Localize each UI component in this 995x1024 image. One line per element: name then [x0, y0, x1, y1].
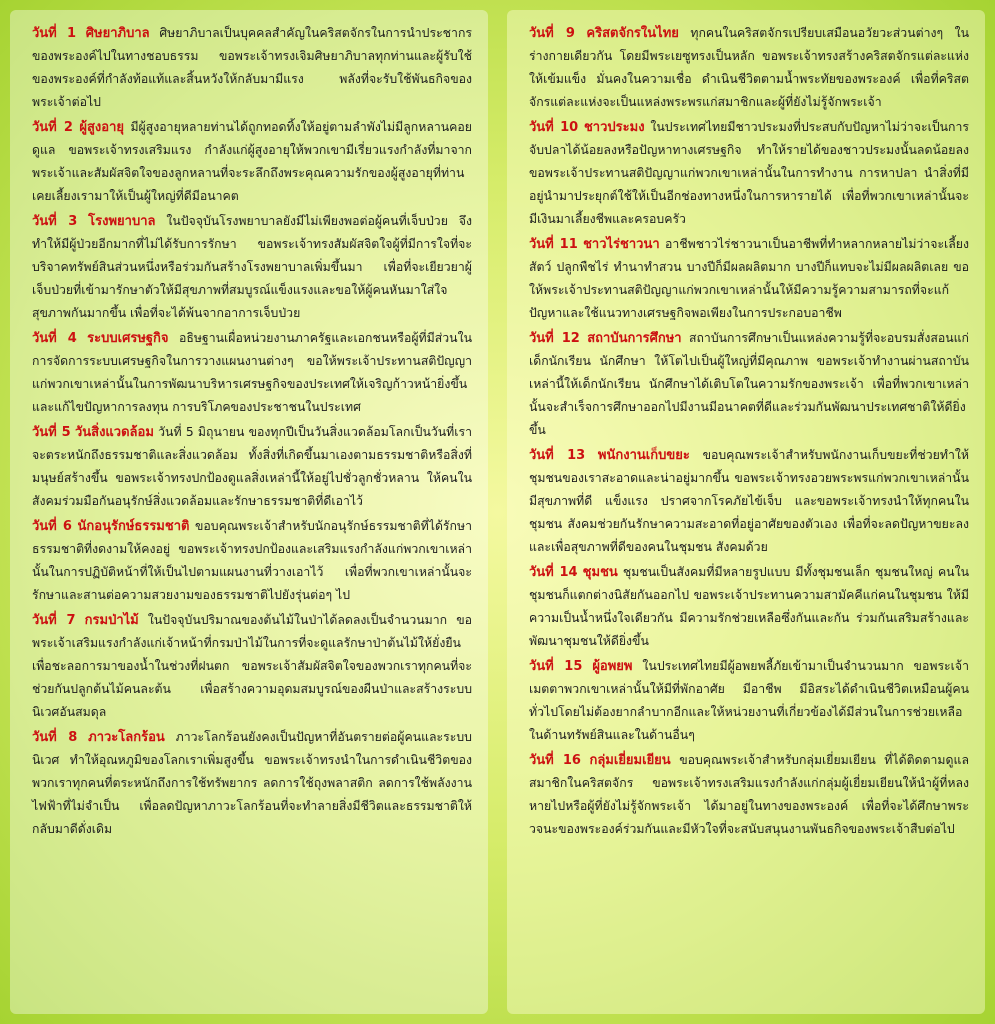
prayer-entry	[32, 22, 472, 114]
left-column	[10, 10, 488, 1014]
prayer-entry	[32, 609, 472, 724]
prayer-entry	[32, 421, 472, 513]
entry-text: วันที่ 5 มิถุนายน ของทุกปีเป็นวันสิ่งแวดล้อมโลกเป็นวันที่เราจะตระหนักถึงธรรมชาติและสิ่งแวดล้อม ทั้งสิ่งที่เกิดขึ้นมาเองตามธรรมชาติหรือสิ่งที่มนุษย์สร้างขึ้น ขอพระเจ้าทรงปกป้องดูแลสิ่งเหล่านี้ให้อยู่ไปชั่วลูกชั่วหลาน ให้คนในสังคมร่วมมือกันอนุรักษ์สิ่งแวดล้อมและรักษาธรรมชาติที่ดีเอาไว้	[32, 425, 472, 508]
prayer-entry	[32, 726, 472, 841]
entry-text: ทุกคนในคริสตจักรเปรียบเสมือนอวัยวะส่วนต่างๆ ในร่างกายเดียวกัน โดยมีพระเยซูทรงเป็นหลัก ขอพระเจ้าทรงสร้างคริสตจักรแต่ละแห่งให้เข้มแข็ง มั่นคงในความเชื่อ ดำเนินชีวิตตามน้ำพระทัยของพระองค์ เพื่อที่คริสตจักรแต่ละแห่งจะเป็นแหล่งพระพรแก่สมาชิกและผู้ที่ยังไม่รู้จักพระเจ้า	[529, 26, 969, 109]
prayer-entry	[529, 561, 969, 653]
entry-day: วันที่ 2	[32, 120, 73, 135]
entry-topic: สถาบันการศึกษา	[587, 331, 682, 346]
entry-day: วันที่ 11	[529, 237, 578, 252]
prayer-entry	[529, 749, 969, 841]
entry-topic: พนักงานเก็บขยะ	[597, 448, 690, 463]
entry-text: ในประเทศไทยมีผู้อพยพลี้ภัยเข้ามาเป็นจำนวนมาก ขอพระเจ้าเมตตาพวกเขาเหล่านั้นให้มีที่พักอาศัย มีอาชีพ มีอิสระได้ดำเนินชีวิตเหมือนผู้คนทั่วไปโดยไม่ต้องยากลำบากอีกและให้หน่วยงานที่เกี่ยวข้องได้มีส่วนในการช่วยเหลือในด้านทรัพย์สินและในด้านอื่นๆ	[529, 659, 969, 742]
entry-text: ชุมชนเป็นสังคมที่มีหลายรูปแบบ มีทั้งชุมชนเล็ก ชุมชนใหญ่ คนในชุมชนก็แตกต่างนิสัยกันออกไป ขอพระเจ้าประทานความสามัคคีแก่คนในชุมชน ให้มีความเป็นน้ำหนึ่งใจเดียวกัน มีความรักช่วยเหลือซึ่งกันและกัน ร่วมกันเสริมสร้างและพัฒนาชุมชนให้ดียิ่งขึ้น	[529, 565, 969, 648]
entry-topic: ชาวประมง	[583, 120, 645, 135]
entry-text: ในปัจจุบันโรงพยาบาลยังมีไม่เพียงพอต่อผู้คนที่เจ็บป่วย จึงทำให้มีผู้ป่วยอีกมากที่ไม่ได้รับการรักษา ขอพระเจ้าทรงสัมผัสจิตใจผู้ที่มีการใจที่จะบริจาคทรัพย์สินส่วนหนึ่งหรือร่วมกันสร้างโรงพยาบาลเพิ่มขึ้นมา เพื่อที่จะเยียวยาผู้เจ็บป่วยที่เข้ามารักษาตัวให้มีสุขภาพที่สมบูรณ์แข็งแรงและขอให้ผู้คนหันมาใส่ใจสุขภาพกันมากขึ้น เพื่อที่จะได้พ้นจากอาการเจ็บป่วย	[32, 214, 472, 320]
entry-topic: ผู้อพยพ	[592, 659, 633, 674]
entry-day: วันที่ 9	[529, 26, 575, 41]
entry-topic: ระบบเศรษฐกิจ	[87, 331, 169, 346]
entry-text: ในประเทศไทยมีชาวประมงที่ประสบกับปัญหาไม่ว่าจะเป็นการจับปลาได้น้อยลงหรือปัญหาทางเศรษฐกิจ ทำให้รายได้ของชาวประมงนั้นลดน้อยลง ขอพระเจ้าประทานสติปัญญาแก่พวกเขาเหล่านั้นในการทำงาน การหาปลา นำสิ่งที่มีอยู่นำมาประยุกต์ใช้ให้เป็นอีกช่องทางหนึ่งในการหารายได้ เพื่อที่พวกเขาเหล่านั้นจะมีเงินมาเลี้ยงชีพและครอบครัว	[529, 120, 969, 226]
entry-topic: ชาวไร่ชาวนา	[583, 237, 660, 252]
entry-day: วันที่ 4	[32, 331, 77, 346]
entry-text: ภาวะโลกร้อนยังคงเป็นปัญหาที่อันตรายต่อผู้คนและระบบนิเวศ ทำให้อุณหภูมิของโลกเราเพิ่มสูงขึ้น ขอพระเจ้าทรงนำในการดำเนินชีวิตของพวกเราทุกคนที่ตระหนักถึงการใช้ทรัพยากร ลดการใช้ถุงพลาสติก ลดการใช้พลังงานไฟฟ้าที่ไม่จำเป็น เพื่อลดปัญหาภาวะโลกร้อนที่จะทำลายสิ่งมีชีวิตและธรรมชาติให้กลับมาดีดั่งเดิม	[32, 730, 472, 836]
entry-day: วันที่ 8	[32, 730, 78, 745]
entry-day: วันที่ 7	[32, 613, 76, 628]
entry-day: วันที่ 5	[32, 425, 71, 440]
entry-day: วันที่ 6	[32, 519, 72, 534]
entry-text: ขอบคุณพระเจ้าสำหรับกลุ่มเยี่ยมเยียน ที่ได้ติดตามดูแลสมาชิกในคริสตจักร ขอพระเจ้าทรงเสริมแรงกำลังแก่กลุ่มผู้เยี่ยมเยียนให้นำผู้ที่หลงหายไปหรือผู้ที่ยังไม่รู้จักพระเจ้า ได้มาอยู่ในทางของพระองค์ เพื่อที่จะได้ศึกษาพระวจนะของพระองค์ร่วมกันและมีหัวใจที่จะสนับสนุนงานพันธกิจของพระเจ้าสืบต่อไป	[529, 753, 969, 836]
prayer-entry	[529, 655, 969, 747]
right-column	[507, 10, 985, 1014]
prayer-entry	[32, 116, 472, 208]
prayer-entry	[32, 327, 472, 419]
entry-topic: ชุมชน	[582, 565, 618, 580]
entry-day: วันที่ 10	[529, 120, 579, 135]
prayer-entry	[32, 210, 472, 325]
entry-topic: กลุ่มเยี่ยมเยียน	[589, 753, 671, 768]
entry-day: วันที่ 14	[529, 565, 578, 580]
entry-day: วันที่ 12	[529, 331, 580, 346]
entry-topic: กรมป่าไม้	[84, 613, 139, 628]
entry-topic: โรงพยาบาล	[88, 214, 156, 229]
entry-day: วันที่ 16	[529, 753, 581, 768]
entry-text: ขอบคุณพระเจ้าสำหรับพนักงานเก็บขยะที่ช่วยทำให้ชุมชนของเราสะอาดและน่าอยู่มากขึ้น ขอพระเจ้าทรงอวยพระพรแก่พวกเขาเหล่านั้นมีสุขภาพที่ดี แข็งแรง ปราศจากโรคภัยไข้เจ็บ และขอพระเจ้าทรงนำให้ทุกคนในชุมชน สังคมช่วยกันรักษาความสะอาดที่อยู่อาศัยของตัวเอง เพื่อที่จะลดปัญหาขยะลงและเพื่อสุขภาพที่ดีของคนในชุมชน สังคมด้วย	[529, 448, 969, 554]
prayer-entry	[529, 22, 969, 114]
entry-text: ขอบคุณพระเจ้าสำหรับนักอนุรักษ์ธรรมชาติที่ได้รักษาธรรมชาติที่งดงามให้คงอยู่ ขอพระเจ้าทรงปกป้องและเสริมแรงกำลังแก่พวกเขาเหล่านั้นในการปฏิบัติหน้าที่ให้เป็นไปตามแผนงานที่วางเอาไว้ เพื่อที่พวกเขาเหล่านั้นจะรักษาและสานต่อความสวยงามของธรรมชาติไปยังรุ่นต่อๆ ไป	[32, 519, 472, 602]
entry-day: วันที่ 15	[529, 659, 583, 674]
entry-day: วันที่ 3	[32, 214, 78, 229]
prayer-entry	[529, 116, 969, 231]
entry-topic: คริสตจักรในไทย	[586, 26, 679, 41]
prayer-entry	[32, 515, 472, 607]
entry-text: ศิษยาภิบาลเป็นบุคคลสำคัญในคริสตจักรในการนำประชากรของพระองค์ไปในทางชอบธรรม ขอพระเจ้าทรงเจิมศิษยาภิบาลทุกท่านและผู้รับใช้ของพระองค์ที่กำลังท้อแท้และสิ้นหวังให้กลับมามีแรง พลังที่จะรับใช้พันธกิจของพระเจ้าต่อไป	[32, 26, 472, 109]
entry-day: วันที่ 1	[32, 26, 77, 41]
prayer-entry	[529, 327, 969, 442]
entry-text: ในปัจจุบันปริมาณของต้นไม้ในป่าได้ลดลงเป็นจำนวนมาก ขอพระเจ้าเสริมแรงกำลังแก่เจ้าหน้าที่กรมป่าไม้ในการที่จะดูแลรักษาป่าต้นไม้ให้ยั่งยืนเพื่อชะลอการมาของน้ำในช่วงที่ฝนตก ขอพระเจ้าสัมผัสจิตใจของพวกเราทุกคนที่จะช่วยกันปลูกต้นไม้คนละต้น เพื่อสร้างความอุดมสมบูรณ์ของผืนป่าและสร้างระบบนิเวศอันสมดุล	[32, 613, 472, 719]
entry-topic: นักอนุรักษ์ธรรมชาติ	[77, 519, 190, 534]
entry-text: อธิษฐานเผื่อหน่วยงานภาครัฐและเอกชนหรือผู้ที่มีส่วนในการจัดการระบบเศรษฐกิจในการวางแผนงานต่างๆ ขอให้พระเจ้าประทานสติปัญญาแก่พวกเขาเหล่านั้นในการพัฒนาบริหารเศรษฐกิจของประเทศให้เจริญก้าวหน้ายิ่งขึ้นและแก้ไขปัญหาการลงทุน การบริโภคของประชาชนในประเทศ	[32, 331, 472, 414]
entry-text: สถาบันการศึกษาเป็นแหล่งความรู้ที่จะอบรมสั่งสอนแก่เด็กนักเรียน นักศึกษา ให้โตไปเป็นผู้ใหญ่ที่มีคุณภาพ ขอพระเจ้าทำงานผ่านสถาบันเหล่านี้ให้เด็กนักเรียน นักศึกษาได้เติบโตในความรักของพระเจ้า เพื่อที่พวกเขาเหล่านั้นจะสำเร็จการศึกษาออกไปมีงานมีอนาคตที่ดีและร่วมกันพัฒนาประเทศชาติให้ดียิ่งขึ้น	[529, 331, 969, 437]
entry-topic: วันสิ่งแวดล้อม	[74, 425, 154, 440]
prayer-entry	[529, 233, 969, 325]
prayer-entry	[529, 444, 969, 559]
entry-topic: ศิษยาภิบาล	[85, 26, 150, 41]
entry-topic: ผู้สูงอายุ	[79, 120, 124, 135]
entry-topic: ภาวะโลกร้อน	[88, 730, 165, 745]
entry-text: อาชีพชาวไร่ชาวนาเป็นอาชีพที่ทำหลากหลายไม่ว่าจะเลี้ยงสัตว์ ปลูกพืชไร่ ทำนาทำสวน บางปีก็มีผลผลิตมาก บางปีก็แทบจะไม่มีผลผลิตเลย ขอให้พระเจ้าประทานสติปัญญาแก่พวกเขาเหล่านั้นให้มีความรู้ความสามารถที่จะแก้ปัญหาและใช้แนวทางเศรษฐกิจพอเพียงในการประกอบอาชีพ	[529, 237, 969, 320]
entry-day: วันที่ 13	[529, 448, 586, 463]
entry-text: มีผู้สูงอายุหลายท่านได้ถูกทอดทิ้งให้อยู่ตามลำพังไม่มีลูกหลานคอยดูแล ขอพระเจ้าทรงเสริมแรง กำลังแก่ผู้สูงอายุให้พวกเขามีเรี่ยวแรงกำลังที่มาจากพระเจ้าและสัมผัสจิตใจของลูกหลานที่จะระลึกถึงพระคุณความรักของผู้สูงอายุที่ท่านเคยเลี้ยงเรามาให้เป็นผู้ใหญ่ที่ดีมีอนาคต	[32, 120, 472, 203]
